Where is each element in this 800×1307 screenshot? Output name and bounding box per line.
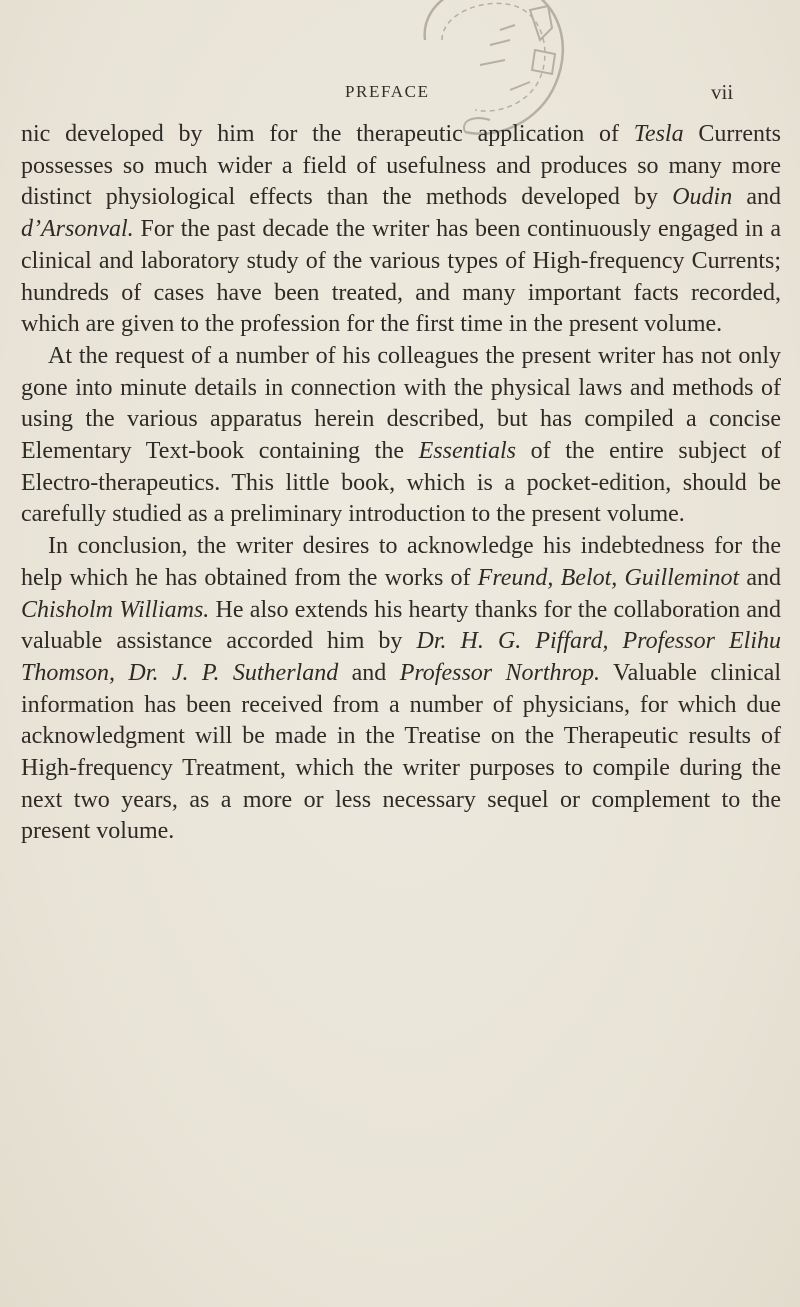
text-run: Valuable clinical information has been received from a number of physicians, for which due acknowledgment will be made in the Treatise on the Therapeutic results of High-frequency Treatment, which the writer purposes to compile during the next two years, as a more or less necessary sequel or complement to the present volume. (21, 659, 781, 845)
text-run: nic developed by him for the therapeutic application of (21, 121, 634, 147)
paragraph (21, 341, 781, 531)
text-run: For the past decade the writer has been continuously engaged in a clinical and laboratory study of the various types of High-frequency Currents; hundreds of cases have been treated, and many important facts recorded, which are given to the profession for the first time in the present volume. (21, 216, 781, 338)
italic-text: Professor Northrop. (399, 659, 601, 686)
paragraph (21, 119, 781, 341)
text-run: and (732, 184, 781, 211)
running-head-title: PREFACE (345, 82, 430, 101)
italic-text: Essentials (418, 438, 516, 465)
body-text (21, 119, 781, 848)
text-run: He also extends his hearty thanks for the collaboration and valuable assistance accorded him by (21, 596, 782, 655)
running-head (0, 82, 800, 108)
text-run: In conclusion, the writer desires to acknowledge his indebtedness for the help which he has obtained from the works of (21, 533, 781, 591)
paragraph (21, 531, 781, 848)
text-run: of the entire subject of Electro-therapeutics. This little book, which is a pocket-edition, should be carefully studied as a preliminary introduction to the present volume. (21, 438, 781, 528)
italic-text: d’Arsonval. (21, 216, 134, 243)
italic-text: Dr. H. G. Piffard, Professor Elihu Thomson, Dr. J. P. Sutherland (21, 628, 782, 686)
italic-text: Freund, Belot, Guilleminot (477, 564, 740, 591)
text-run: Currents possesses so much wider a field of usefulness and produces so many more distinct physiological effects than the methods developed by (21, 121, 782, 211)
text-run: and (739, 564, 781, 591)
page-number: vii (711, 80, 734, 104)
italic-text: Tesla (633, 121, 684, 147)
text-run: and (338, 659, 400, 686)
italic-text: Chisholm Williams. (21, 596, 210, 623)
italic-text: Oudin (672, 184, 733, 211)
text-run: At the request of a number of his colleagues the present writer has not only gone into minute details in connection with the physical laws and methods of using the various apparatus herein described, but has compiled a concise Elementary Text-book containing the (21, 342, 781, 465)
